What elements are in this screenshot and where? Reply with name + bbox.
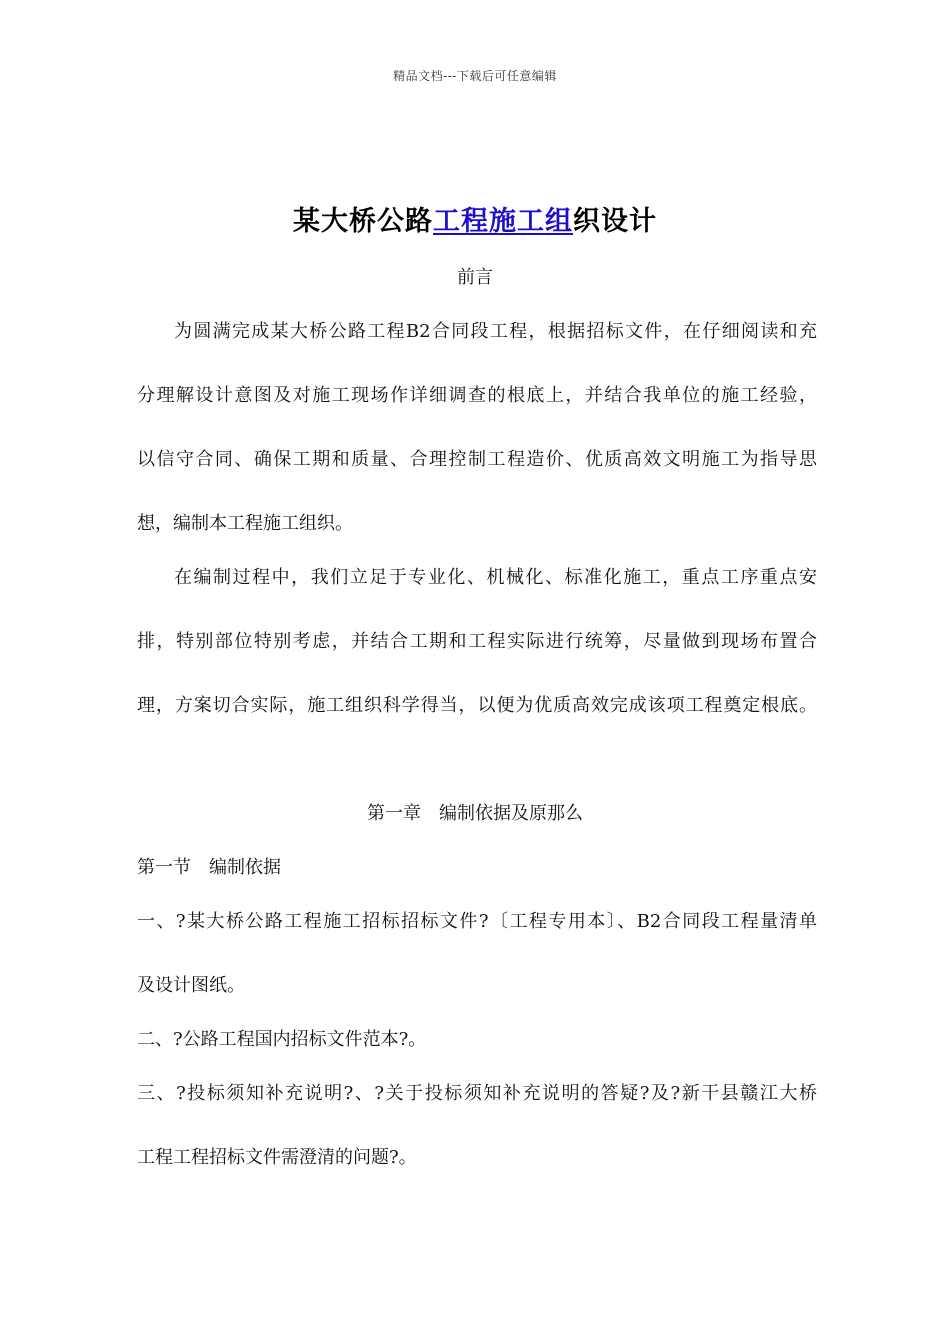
- title-part-2: 织设计: [573, 206, 657, 237]
- title-link[interactable]: 工程施工组: [433, 206, 573, 237]
- list-item: 及设计图纸。: [137, 975, 245, 996]
- paragraph-line: 以信守合同、确保工期和质量、合理控制工程造价、优质高效文明施工为指导思: [137, 449, 817, 470]
- paragraph-line: 想，编制本工程施工组织。: [137, 513, 353, 534]
- section-heading: 第一节 编制依据: [137, 857, 281, 878]
- paragraph-line: 在编制过程中，我们立足于专业化、机械化、标准化施工，重点工序重点安: [174, 567, 817, 588]
- list-item: 工程工程招标文件需澄清的问题?。: [137, 1147, 417, 1168]
- list-item: 三、?投标须知补充说明?、?关于投标须知补充说明的答疑?及?新干县赣江大桥: [137, 1083, 817, 1104]
- paragraph-line: 分理解设计意图及对施工现场作详细调查的根底上，并结合我单位的施工经验，: [137, 385, 817, 406]
- paragraph-line: 理，方案切合实际，施工组织科学得当，以便为优质高效完成该项工程奠定根底。: [137, 695, 817, 716]
- paragraph-line: 排，特别部位特别考虑，并结合工期和工程实际进行统筹，尽量做到现场布置合: [137, 631, 817, 652]
- list-item: 一、?某大桥公路工程施工招标招标文件?〔工程专用本〕、B2合同段工程量清单: [137, 911, 817, 932]
- page-header: 精品文档---下载后可任意编辑: [393, 69, 557, 83]
- paragraph-line: 为圆满完成某大桥公路工程B2合同段工程，根据招标文件，在仔细阅读和充: [174, 321, 817, 342]
- preface-heading: 前言: [457, 267, 493, 288]
- list-item: 二、?公路工程国内招标文件范本?。: [137, 1029, 427, 1050]
- title-part-1: 某大桥公路: [293, 206, 433, 237]
- chapter-heading: 第一章 编制依据及原那么: [367, 803, 583, 824]
- document-title: [0, 199, 950, 238]
